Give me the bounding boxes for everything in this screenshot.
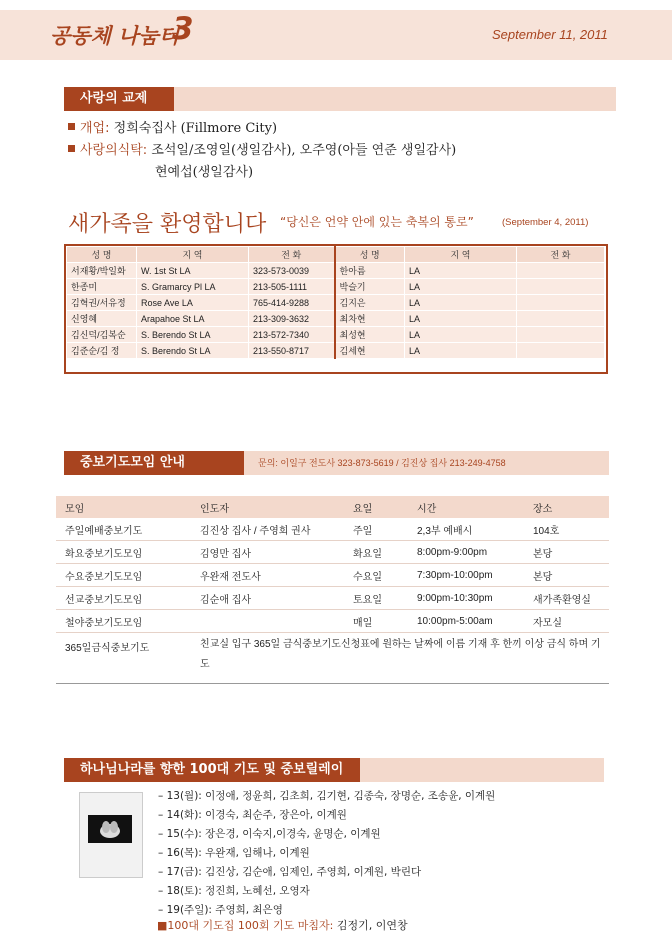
list-item: – 15(수): 장은경, 이숙지,이경숙, 윤명순, 이계원: [158, 828, 381, 840]
header-cell: 전 화: [517, 247, 605, 263]
table-cell: 김준순/김 정: [67, 343, 137, 359]
table-cell: 신영혜: [67, 311, 137, 327]
table-cell: 박슬기: [335, 279, 405, 295]
list-item: – 14(화): 이경숙, 최순주, 장은아, 이계원: [158, 809, 347, 821]
table-row: [56, 587, 609, 610]
table-cell: 자모실: [524, 610, 609, 633]
table-cell: 최성현: [335, 327, 405, 343]
table-cell: 7:30pm-10:00pm: [408, 564, 524, 587]
header-cell: 성 명: [67, 247, 137, 263]
new-family-table: [66, 246, 605, 359]
header-cell: 모임: [56, 496, 191, 518]
table-cell: W. 1st St LA: [137, 263, 249, 279]
new-family-table-frame: [64, 244, 608, 374]
table-cell: [517, 263, 605, 279]
contact-note: 문의: 이일구 전도사 323-873-5619 / 김진상 집사 213-249-4758: [258, 458, 506, 468]
table-cell: 김지은: [335, 295, 405, 311]
love-table-text: 조석일/조영일(생일감사), 오주영(아들 연준 생일감사): [151, 143, 457, 158]
welcome-subtitle: “당신은 언약 안에 있는 축복의 통로”: [280, 215, 474, 229]
welcome-date: (September 4, 2011): [502, 217, 589, 228]
table-cell: 최차현: [335, 311, 405, 327]
header-cell: 전 화: [249, 247, 335, 263]
table-cell: 매일: [344, 610, 408, 633]
welcome-title: 새가족을 환영합니다: [68, 212, 267, 237]
table-row: [67, 279, 605, 295]
table-cell: 우완재 전도사: [191, 564, 344, 587]
table-cell: S. Gramarcy Pl LA: [137, 279, 249, 295]
opening-line: [80, 117, 277, 136]
table-cell: 10:00pm-5:00am: [408, 610, 524, 633]
table-cell: 서재황/박일화: [67, 263, 137, 279]
newsletter-title: 공동체 나눔터: [50, 24, 180, 48]
table-cell: LA: [405, 343, 517, 359]
table-cell: S. Berendo St LA: [137, 343, 249, 359]
table-cell: 화요일: [344, 541, 408, 564]
relay-footer-text: 김정기, 이연창: [336, 919, 408, 932]
list-item: – 19(주일): 주영희, 최은영: [158, 904, 283, 916]
table-cell: [517, 311, 605, 327]
table-cell: 213-572-7340: [249, 327, 335, 343]
table-cell: 본당: [524, 541, 609, 564]
table-cell: [517, 327, 605, 343]
table-cell: 김순애 집사: [191, 587, 344, 610]
table-cell: 365일금식중보기도: [56, 633, 191, 684]
opening-text: 정희숙집사 (Fillmore City): [113, 121, 278, 136]
table-row: [67, 343, 605, 359]
relay-footer: [157, 917, 408, 933]
list-item: – 16(목): 우완재, 임해나, 이계원: [158, 847, 310, 859]
table-cell: 213-550-8717: [249, 343, 335, 359]
table-cell: 213-309-3632: [249, 311, 335, 327]
list-item: – 13(월): 이정애, 정윤희, 김초희, 김기현, 김종숙, 장명순, 조송윤, 이계원: [158, 790, 496, 802]
table-cell: [517, 343, 605, 359]
opening-label: 개업:: [80, 121, 110, 136]
header-cell: 성 명: [335, 247, 405, 263]
table-header-row: [56, 496, 609, 518]
table-row: [67, 311, 605, 327]
table-row: [67, 295, 605, 311]
table-cell: 수요중보기도모임: [56, 564, 191, 587]
table-row: [67, 327, 605, 343]
table-cell: LA: [405, 327, 517, 343]
bullet-icon: [68, 123, 75, 130]
praying-hands-icon: [88, 815, 132, 843]
table-cell: 새가족환영실: [524, 587, 609, 610]
table-header-row: [67, 247, 605, 263]
page-number: 3: [172, 11, 194, 47]
table-cell: LA: [405, 279, 517, 295]
table-cell: 김세현: [335, 343, 405, 359]
table-row: [56, 564, 609, 587]
prayer-book-photo: [88, 815, 132, 843]
table-cell: 9:00pm-10:30pm: [408, 587, 524, 610]
issue-date: September 11, 2011: [492, 27, 608, 42]
love-table-text-2: 현예섭(생일감사): [155, 165, 254, 180]
table-cell: 765-414-9288: [249, 295, 335, 311]
list-item: – 17(금): 김진상, 김순애, 임제인, 주영희, 이계원, 박린다: [158, 866, 422, 878]
header-cell: 인도자: [191, 496, 344, 518]
table-cell: 213-505-1111: [249, 279, 335, 295]
table-cell: 토요일: [344, 587, 408, 610]
table-cell: [517, 279, 605, 295]
table-cell: Rose Ave LA: [137, 295, 249, 311]
table-cell: LA: [405, 263, 517, 279]
table-cell: 2,3부 예배시: [408, 518, 524, 541]
table-cell: 8:00pm-9:00pm: [408, 541, 524, 564]
table-cell: [191, 610, 344, 633]
bullet-icon: [68, 145, 75, 152]
relay-list: [158, 787, 495, 920]
table-cell: 104호: [524, 518, 609, 541]
table-cell: 본당: [524, 564, 609, 587]
header-cell: 장소: [524, 496, 609, 518]
table-cell: LA: [405, 311, 517, 327]
table-row: [56, 518, 609, 541]
table-cell: 김혁권/서유정: [67, 295, 137, 311]
table-cell: 친교실 입구 365일 금식중보기도신청표에 원하는 날짜에 이름 기재 후 한끼 이상 금식 하며 기도: [191, 633, 609, 684]
table-cell: 김진상 집사 / 주영희 권사: [191, 518, 344, 541]
table-cell: 김신덕/김복순: [67, 327, 137, 343]
table-cell: 화요중보기도모임: [56, 541, 191, 564]
table-cell: 철야중보기도모임: [56, 610, 191, 633]
table-row: [67, 263, 605, 279]
love-table-label: 사랑의식탁:: [80, 143, 148, 158]
header-cell: 시간: [408, 496, 524, 518]
list-item: – 18(토): 정진희, 노혜선, 오영자: [158, 885, 310, 897]
intercession-schedule-table: [56, 496, 609, 684]
table-cell: 주일예배중보기도: [56, 518, 191, 541]
table-cell: 323-573-0039: [249, 263, 335, 279]
table-cell: [517, 295, 605, 311]
table-row: [56, 610, 609, 633]
table-cell: Arapahoe St LA: [137, 311, 249, 327]
table-row: [56, 633, 609, 684]
table-cell: 김영만 집사: [191, 541, 344, 564]
table-cell: 수요일: [344, 564, 408, 587]
header-cell: 지 역: [137, 247, 249, 263]
table-cell: 한아름: [335, 263, 405, 279]
love-section-title: 사랑의 교제: [64, 87, 174, 111]
table-cell: S. Berendo St LA: [137, 327, 249, 343]
table-cell: 주일: [344, 518, 408, 541]
table-cell: 한종미: [67, 279, 137, 295]
header-cell: 지 역: [405, 247, 517, 263]
love-table-line: [80, 139, 456, 158]
relay-section-title: 하나님나라를 향한 100대 기도 및 중보릴레이: [64, 758, 360, 782]
table-cell: 선교중보기도모임: [56, 587, 191, 610]
table-cell: LA: [405, 295, 517, 311]
table-row: [56, 541, 609, 564]
header-cell: 요일: [344, 496, 408, 518]
intercession-section-title: 중보기도모임 안내: [64, 451, 244, 475]
relay-footer-label: ■100대 기도집 100회 기도 마침자:: [157, 919, 334, 932]
